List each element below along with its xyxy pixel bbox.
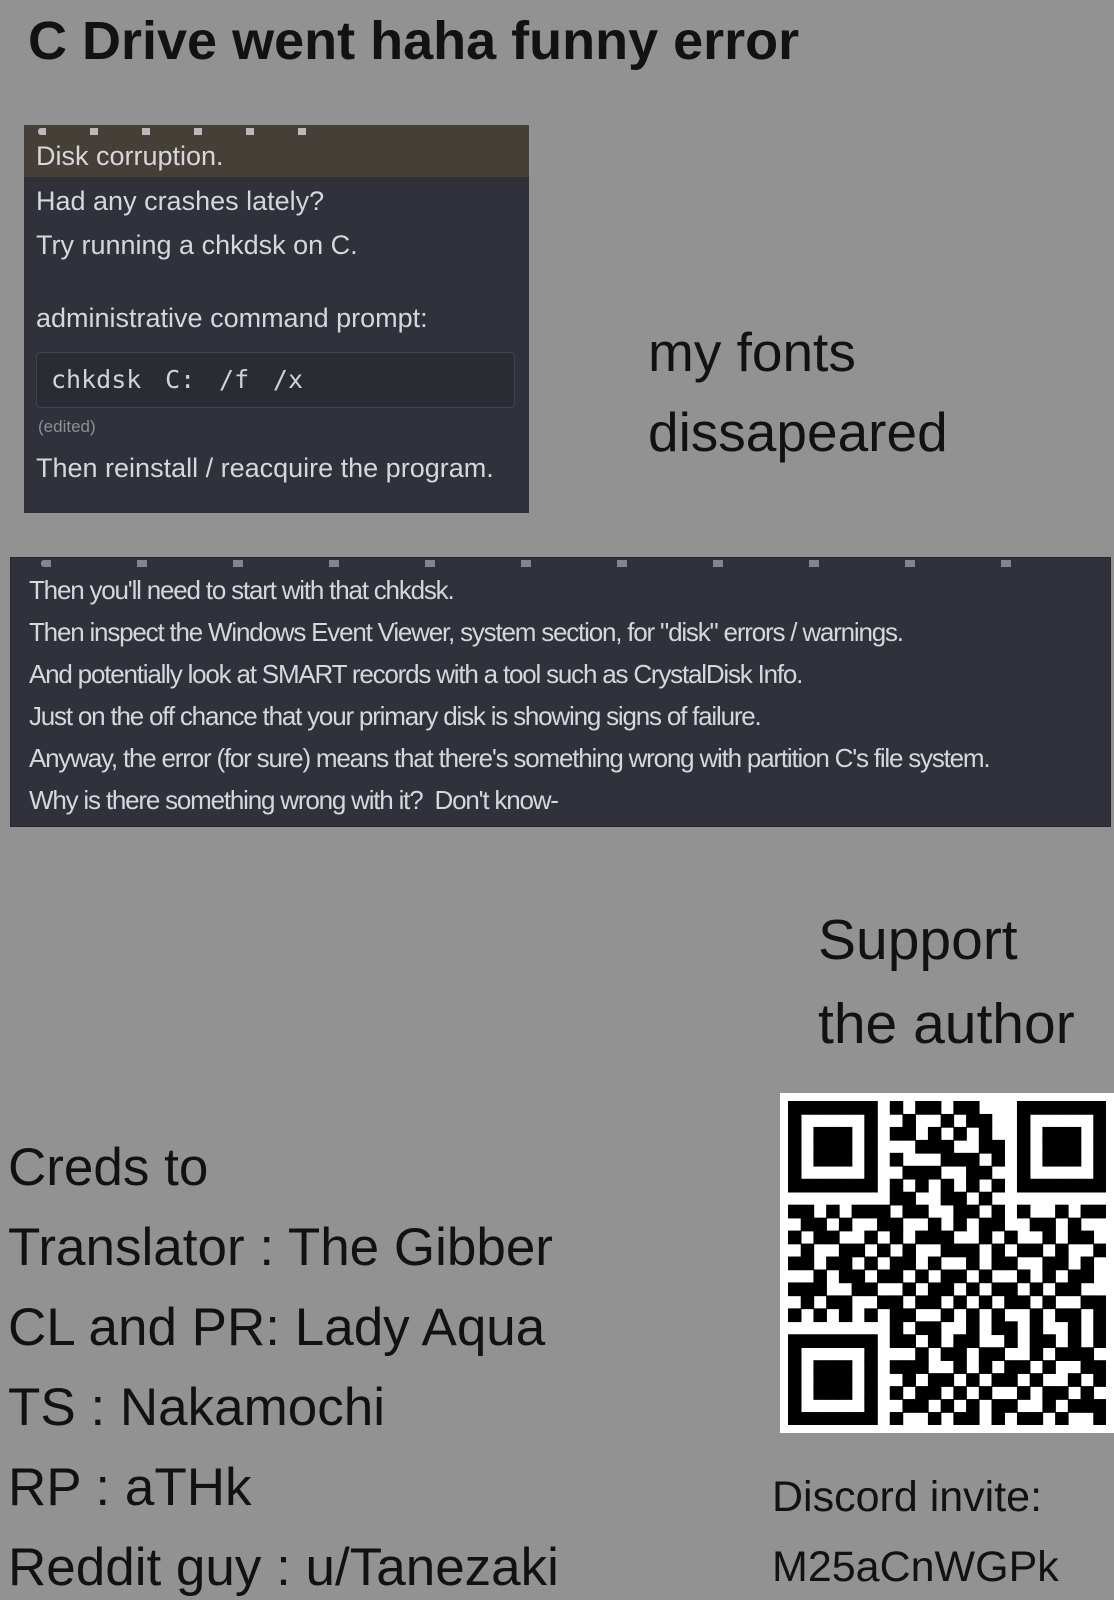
fonts-note-line: dissapeared — [648, 401, 948, 463]
credits-line: CL and PR: Lady Aqua — [8, 1298, 546, 1357]
support-note-line: Support — [818, 908, 1018, 972]
clipped-message-remnant — [38, 128, 328, 135]
code-text: chkdsk C: /f /x — [51, 365, 304, 394]
credits-line: Translator : The Gibber — [8, 1218, 553, 1277]
page-title: C Drive went haha funny error — [28, 11, 800, 71]
discord-invite-line: Discord invite: — [772, 1473, 1043, 1521]
code-block — [36, 352, 515, 408]
message-line: Had any crashes lately? — [36, 186, 325, 216]
message-line: Then reinstall / reacquire the program. — [36, 453, 494, 483]
chat-screenshot-1 — [24, 125, 529, 513]
credits-line: Creds to — [8, 1138, 209, 1197]
message-line: Anyway, the error (for sure) means that there's something wrong with partition C's file system. — [29, 743, 990, 773]
message-line: And potentially look at SMART records with a tool such as CrystalDisk Info. — [29, 659, 803, 689]
credits — [8, 1128, 559, 1600]
message-line: Then you'll need to start with that chkdsk. — [29, 575, 454, 605]
discord-invite-line: M25aCnWGPk — [772, 1543, 1059, 1591]
edited-label: (edited) — [38, 417, 96, 436]
clipped-message-remnant — [41, 560, 1051, 567]
message-line: Then inspect the Windows Event Viewer, system section, for "disk" errors / warnings. — [29, 617, 903, 647]
qr-code — [780, 1093, 1114, 1433]
message-line: Just on the off chance that your primary disk is showing signs of failure. — [29, 701, 761, 731]
support-note — [818, 898, 1075, 1066]
message-line: Why is there something wrong with it? Don't know- — [29, 785, 558, 815]
command-prompt-label: administrative command prompt: — [36, 303, 428, 333]
chat-screenshot-2 — [10, 557, 1111, 827]
highlighted-message-row — [24, 125, 529, 177]
credits-line: Reddit guy : u/Tanezaki — [8, 1538, 559, 1597]
support-note-line: the author — [818, 992, 1075, 1056]
fonts-note-line: my fonts — [648, 321, 856, 383]
qr-code-svg — [788, 1101, 1106, 1425]
credits-line: RP : aTHk — [8, 1458, 252, 1517]
discord-invite — [772, 1462, 1059, 1600]
message-disk-corruption: Disk corruption. — [36, 141, 224, 171]
fonts-note — [648, 312, 948, 472]
message-line: Try running a chkdsk on C. — [36, 230, 358, 260]
credits-line: TS : Nakamochi — [8, 1378, 386, 1437]
